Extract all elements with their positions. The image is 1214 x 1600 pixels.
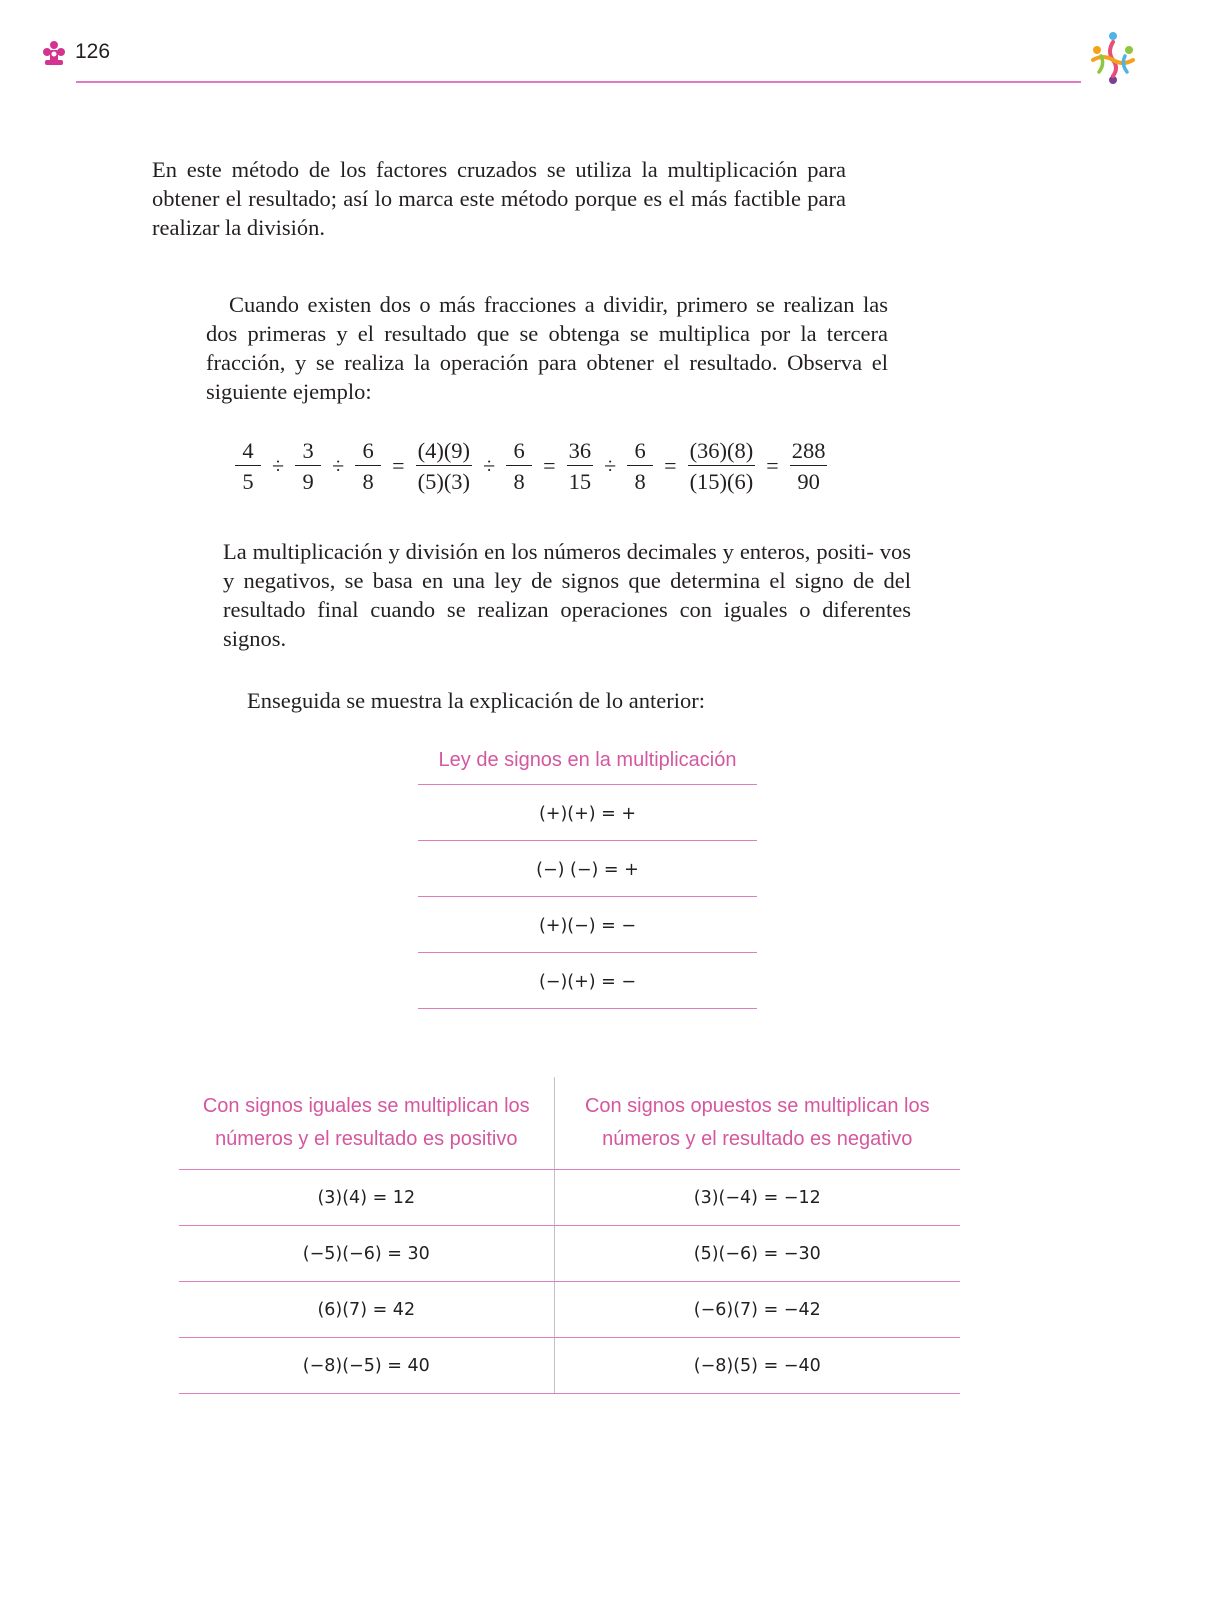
equals-sign: = [543,453,556,478]
divide-sign: ÷ [483,453,496,478]
sign-law-row: (+)(+) = + [418,785,757,841]
fraction: $\frac{36}{15}$ [568,438,592,494]
table-row [179,1226,960,1282]
example-equal-signs: (3)(4) = 12 [179,1170,554,1226]
example-equal-signs: (−8)(−5) = 40 [179,1338,554,1394]
example-equal-signs: (−5)(−6) = 30 [179,1226,554,1282]
fraction: $\frac{6}{8}$ [355,438,381,494]
colorful-figures-logo [1085,30,1141,86]
fraction-division-example [232,438,830,494]
table-row [179,1282,960,1338]
fraction: $\frac{6}{8}$ [506,438,532,494]
fraction: $\frac{4}{5}$ [235,438,261,494]
table-row [179,1338,960,1394]
example-opposite-signs: (3)(−4) = −12 [554,1170,960,1226]
divide-sign: ÷ [604,453,617,478]
ornament-icon [41,40,67,68]
fraction: $\frac{6}{8}$ [627,438,653,494]
fraction: $\frac{3}{9}$ [295,438,321,494]
divide-sign: ÷ [332,453,345,478]
divide-sign: ÷ [272,453,285,478]
header-opposite-signs: Con signos opuestos se multiplican los números y el resultado es negativo [554,1077,960,1170]
header-equal-signs: Con signos iguales se multiplican los números y el resultado es positivo [179,1077,554,1170]
sign-law-row: (−)(+) = − [418,953,757,1009]
example-opposite-signs: (5)(−6) = −30 [554,1226,960,1282]
equals-sign: = [664,453,677,478]
sign-law-title: Ley de signos en la multiplicación [418,742,757,785]
example-opposite-signs: (−6)(7) = −42 [554,1282,960,1338]
table-row [179,1170,960,1226]
sign-law-row: (−) (−) = + [418,841,757,897]
equals-sign: = [392,453,405,478]
sign-law-row: (+)(−) = − [418,897,757,953]
paragraph-sign-law: La multiplicación y división en los números decimales y enteros, positi- vos y negativos, se basa en una ley de signos que determina el signo de del resultado final cuando se realizan operaciones con iguales o diferentes signos. [223,539,911,651]
example-equal-signs: (6)(7) = 42 [179,1282,554,1338]
page-number: 126 [75,40,111,63]
paragraph-cross-factors: En este método de los factores cruzados se utiliza la multiplicación para obtener el resultado; así lo marca este método porque es el más factible para realizar la división. [152,157,846,240]
fraction: $\frac{(36)(8)}{(15)(6)}$ [689,438,754,494]
fraction: $\frac{288}{90}$ [791,438,826,494]
fraction: $\frac{(4)(9)}{(5)(3)}$ [417,438,471,494]
sign-examples-table [179,1077,960,1394]
sign-law-table [418,742,757,1009]
paragraph-multiple-fractions: Cuando existen dos o más fracciones a dividir, primero se realizan las dos primeras y el resultado que se obtenga se multiplica por la tercera fracción, y se realiza la operación para obtener el resultado. Observa el siguiente ejemplo: [206,292,888,404]
paragraph-explanation-intro: Enseguida se muestra la explicación de lo anterior: [247,688,705,713]
example-opposite-signs: (−8)(5) = −40 [554,1338,960,1394]
equals-sign: = [766,453,779,478]
table-header-row [179,1077,960,1170]
header-rule [76,81,1081,83]
